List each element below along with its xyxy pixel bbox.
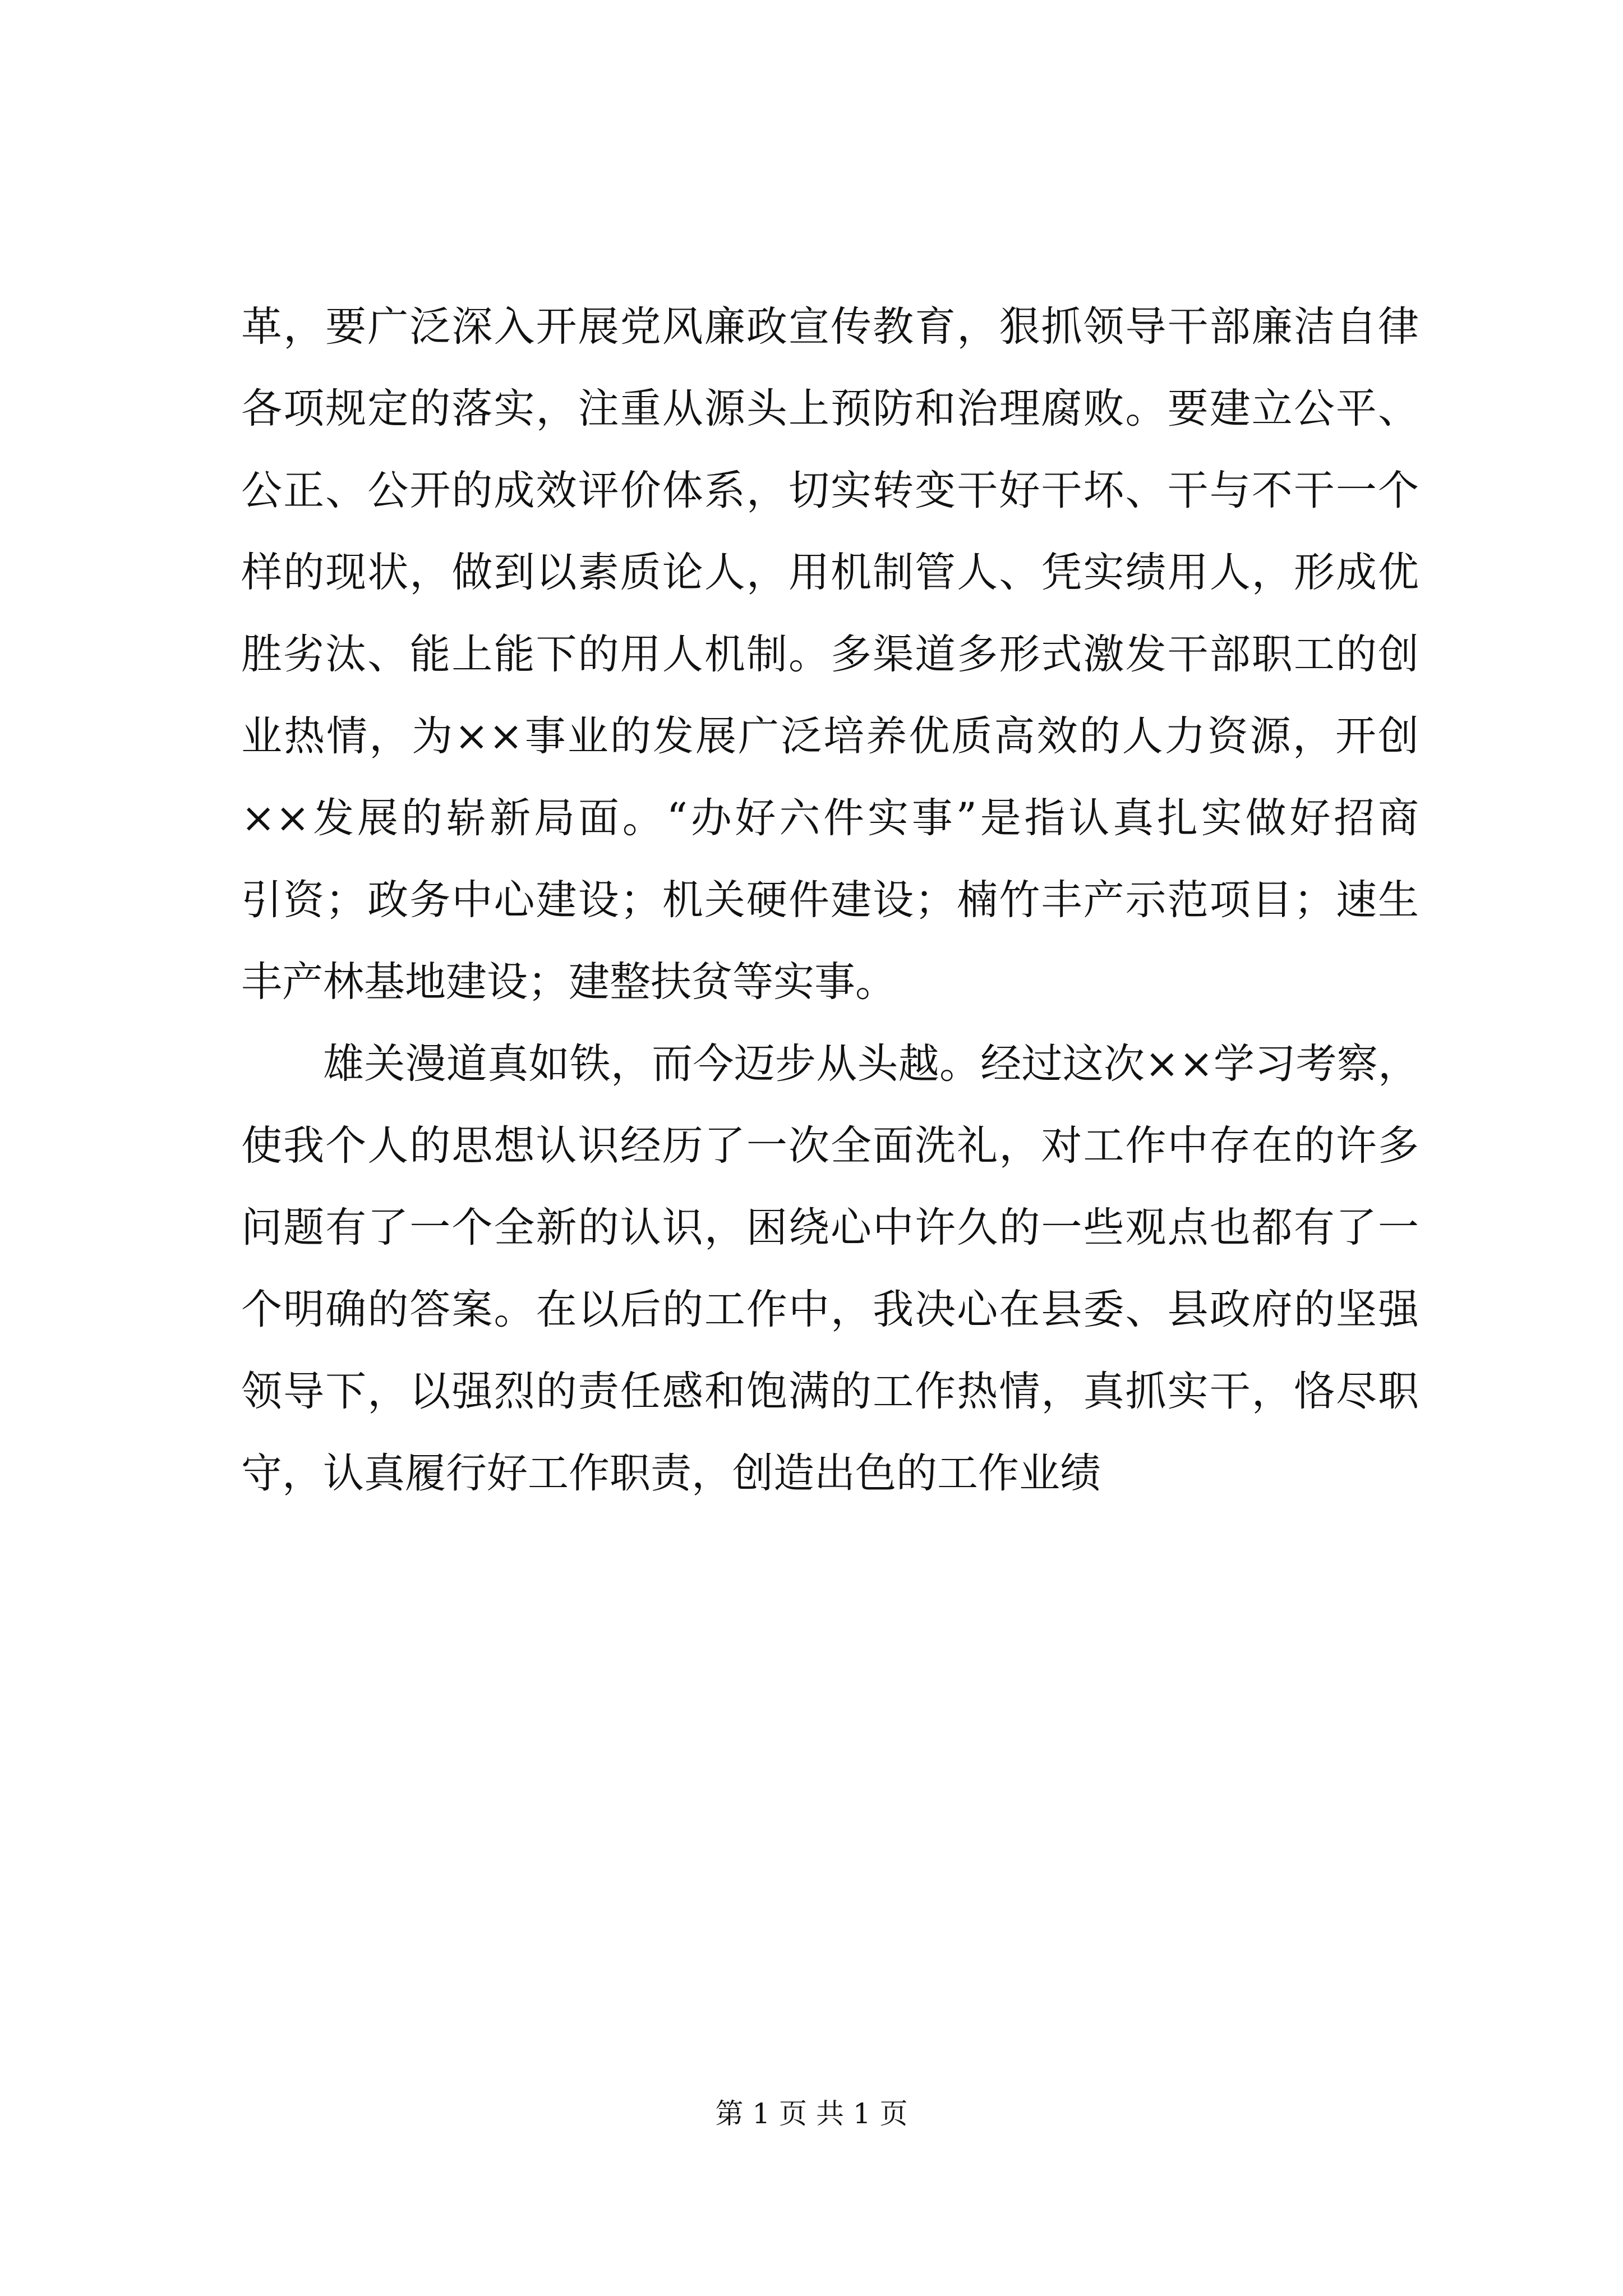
text-line: 领导下，以强烈的责任感和饱满的工作热情，真抓实干，恪尽职 <box>241 1368 1419 1415</box>
text-line: 问题有了一个全新的认识，困绕心中许久的一些观点也都有了一 <box>241 1204 1419 1251</box>
document-body <box>241 286 1419 1515</box>
text-line: 样的现状，做到以素质论人，用机制管人、凭实绩用人，形成优 <box>241 549 1419 596</box>
text-line: 革，要广泛深入开展党风廉政宣传教育，狠抓领导干部廉洁自律 <box>241 303 1419 351</box>
text-line: 各项规定的落实，注重从源头上预防和治理腐败。要建立公平、 <box>241 385 1419 432</box>
text-line: 使我个人的思想认识经历了一次全面洗礼，对工作中存在的许多 <box>241 1122 1419 1170</box>
text-line: ××发展的崭新局面。“办好六件实事”是指认真扎实做好招商 <box>241 794 1419 842</box>
page-footer: 第 1 页 共 1 页 <box>715 2097 908 2130</box>
text-line: 守，认真履行好工作职责，创造出色的工作业绩 <box>241 1450 1101 1497</box>
paragraph-1 <box>241 286 1419 1023</box>
text-line: 业热情，为××事业的发展广泛培养优质高效的人力资源，开创 <box>241 712 1419 760</box>
text-line: 个明确的答案。在以后的工作中，我决心在县委、县政府的坚强 <box>241 1286 1419 1333</box>
paragraph-2 <box>241 1023 1419 1515</box>
text-line: 丰产林基地建设；建整扶贫等实事。 <box>241 958 896 1006</box>
text-line: 雄关漫道真如铁，而今迈步从头越。经过这次××学习考察， <box>323 1040 1419 1088</box>
text-line: 引资；政务中心建设；机关硬件建设；楠竹丰产示范项目；速生 <box>241 876 1419 924</box>
text-line: 胜劣汰、能上能下的用人机制。多渠道多形式激发干部职工的创 <box>241 631 1419 678</box>
text-line: 公正、公开的成效评价体系，切实转变干好干坏、干与不干一个 <box>241 467 1419 514</box>
